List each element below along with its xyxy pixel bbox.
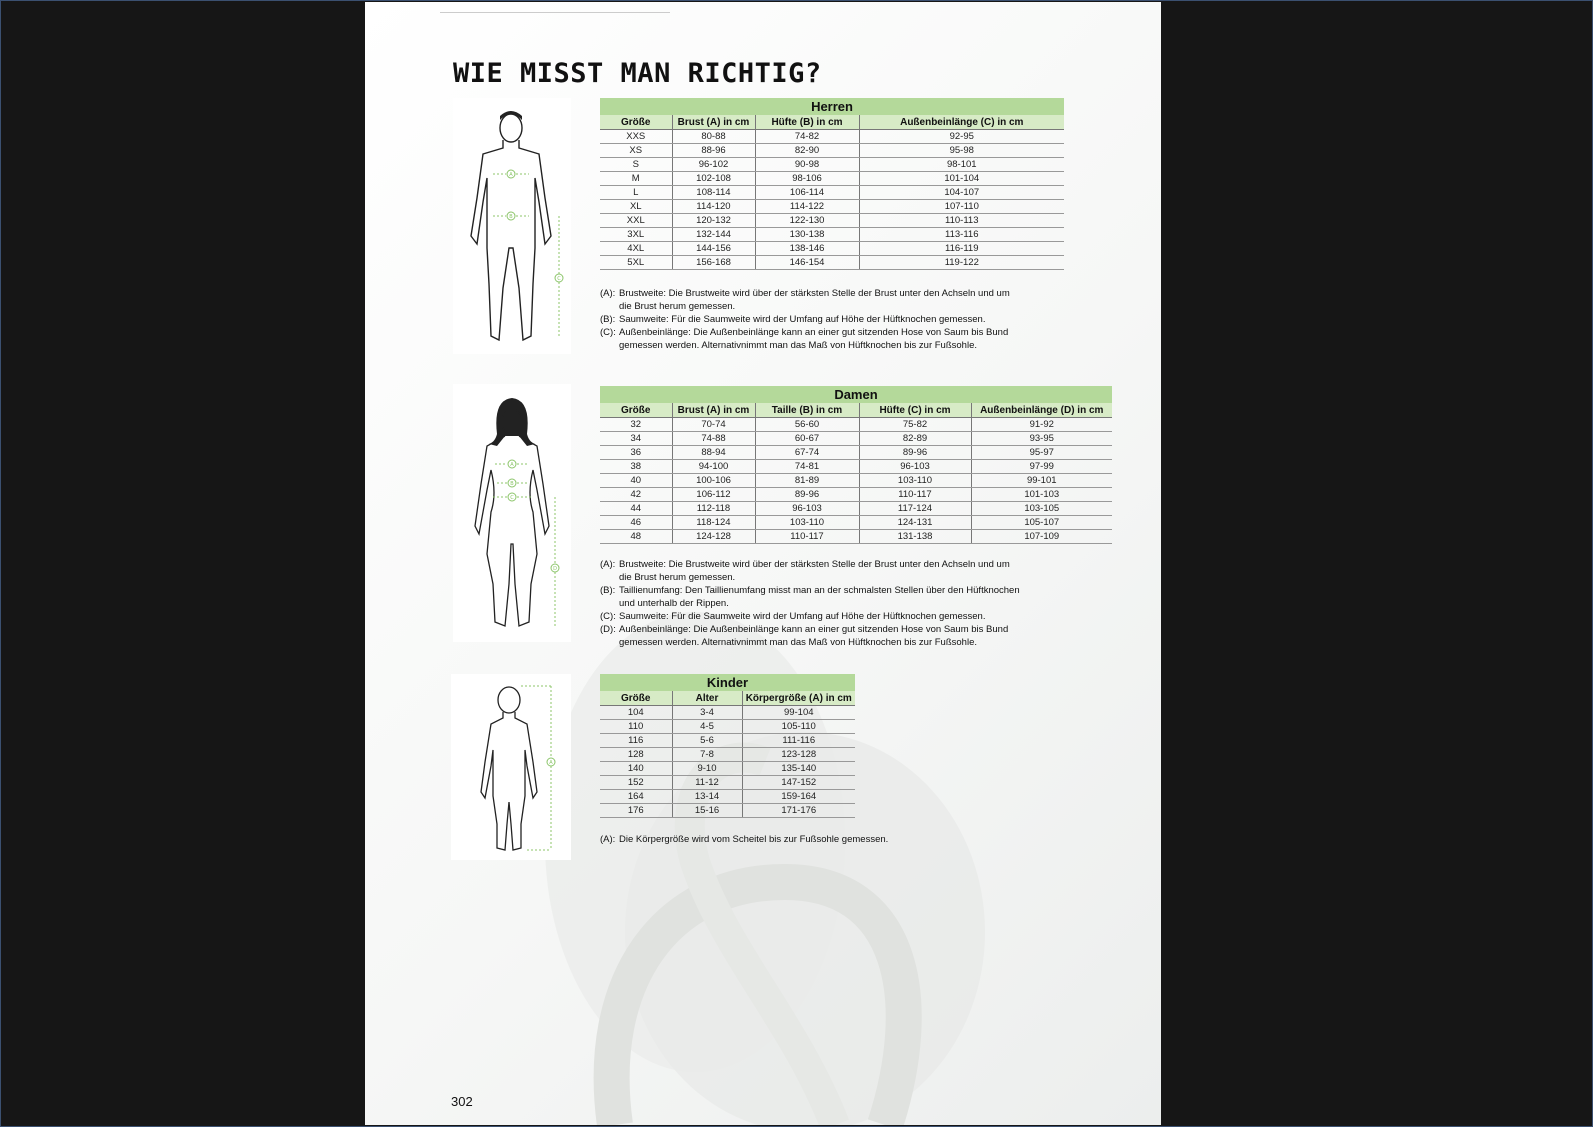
herren-measurement-notes xyxy=(600,287,1025,352)
table-cell: 98-101 xyxy=(859,158,1064,172)
table-cell: 3-4 xyxy=(672,706,742,720)
table-cell: 74-82 xyxy=(755,130,859,144)
kinder-size-table xyxy=(600,674,855,818)
note-key: (D): xyxy=(600,624,616,635)
table-cell: 93-95 xyxy=(971,432,1112,446)
table-cell: 123-128 xyxy=(742,748,855,762)
table-cell: 110-117 xyxy=(859,488,971,502)
note-item xyxy=(600,287,1025,313)
table-row xyxy=(600,460,1112,474)
table-cell: 75-82 xyxy=(859,418,971,432)
table-cell: 42 xyxy=(600,488,672,502)
document-page[interactable] xyxy=(365,2,1161,1125)
table-row xyxy=(600,488,1112,502)
table-cell: 101-104 xyxy=(859,172,1064,186)
table-row xyxy=(600,214,1064,228)
column-header-row xyxy=(600,115,1064,130)
table-cell: 116 xyxy=(600,734,672,748)
table-row xyxy=(600,762,855,776)
table-cell: 82-90 xyxy=(755,144,859,158)
table-cell: 56-60 xyxy=(755,418,859,432)
table-row xyxy=(600,804,855,818)
table-cell: 48 xyxy=(600,530,672,544)
table-row xyxy=(600,720,855,734)
table-cell: 112-118 xyxy=(672,502,755,516)
table-cell: 99-104 xyxy=(742,706,855,720)
table-cell: 95-97 xyxy=(971,446,1112,460)
table-cell: XL xyxy=(600,200,672,214)
table-cell: 82-89 xyxy=(859,432,971,446)
table-row xyxy=(600,474,1112,488)
table-cell: 144-156 xyxy=(672,242,755,256)
note-item xyxy=(600,326,1025,352)
table-cell: 89-96 xyxy=(859,446,971,460)
column-header: Größe xyxy=(600,691,672,706)
table-cell: 152 xyxy=(600,776,672,790)
table-row xyxy=(600,734,855,748)
table-cell: 80-88 xyxy=(672,130,755,144)
table-cell: 107-109 xyxy=(971,530,1112,544)
table-cell: 97-99 xyxy=(971,460,1112,474)
table-cell: 92-95 xyxy=(859,130,1064,144)
table-cell: 90-98 xyxy=(755,158,859,172)
table-cell: 135-140 xyxy=(742,762,855,776)
note-key: (A): xyxy=(600,288,616,299)
note-item xyxy=(600,623,1025,649)
table-row xyxy=(600,242,1064,256)
note-text: Saumweite: Für die Saumweite wird der Umfang auf Höhe der Hüftknochen gemessen. xyxy=(619,611,986,622)
column-header: Taille (B) in cm xyxy=(755,403,859,418)
table-cell: 110-117 xyxy=(755,530,859,544)
table-cell: 118-124 xyxy=(672,516,755,530)
table-cell: 120-132 xyxy=(672,214,755,228)
table-row xyxy=(600,256,1064,270)
note-text: Außenbeinlänge: Die Außenbeinlänge kann an einer gut sitzenden Hose von Saum bis Bund gemessen werden. Alternativnimmt man das Maß von Hüftknochen bis zur Fußsohle. xyxy=(619,624,1009,648)
table-cell: XXS xyxy=(600,130,672,144)
note-item xyxy=(600,584,1025,610)
table-cell: 108-114 xyxy=(672,186,755,200)
table-cell: 81-89 xyxy=(755,474,859,488)
table-cell: 114-120 xyxy=(672,200,755,214)
table-cell: 103-105 xyxy=(971,502,1112,516)
table-cell: 110-113 xyxy=(859,214,1064,228)
table-cell: 3XL xyxy=(600,228,672,242)
table-row xyxy=(600,776,855,790)
table-cell: 132-144 xyxy=(672,228,755,242)
table-cell: 100-106 xyxy=(672,474,755,488)
column-header: Brust (A) in cm xyxy=(672,403,755,418)
note-item xyxy=(600,833,1025,846)
figure-marker-d: D xyxy=(553,566,557,572)
table-cell: 105-110 xyxy=(742,720,855,734)
table-cell: 74-88 xyxy=(672,432,755,446)
table-row xyxy=(600,432,1112,446)
figure-marker-c: C xyxy=(510,495,514,501)
table-title: Herren xyxy=(600,98,1064,115)
table-cell: 89-96 xyxy=(755,488,859,502)
table-cell: 159-164 xyxy=(742,790,855,804)
table-cell: 131-138 xyxy=(859,530,971,544)
table-title: Kinder xyxy=(600,674,855,691)
table-row xyxy=(600,418,1112,432)
damen-size-table xyxy=(600,386,1112,544)
note-text: Taillienumfang: Den Taillienumfang misst man an der schmalsten Stellen über den Hüftknochen und unterhalb der Rippen. xyxy=(619,585,1020,609)
figure-marker-a: A xyxy=(549,760,553,766)
table-cell: 94-100 xyxy=(672,460,755,474)
note-item xyxy=(600,558,1025,584)
table-cell: 128 xyxy=(600,748,672,762)
table-cell: 36 xyxy=(600,446,672,460)
table-cell: 147-152 xyxy=(742,776,855,790)
table-cell: 106-112 xyxy=(672,488,755,502)
figure-marker-c: C xyxy=(557,276,561,282)
table-cell: 96-102 xyxy=(672,158,755,172)
column-header: Hüfte (C) in cm xyxy=(859,403,971,418)
figure-marker-a: A xyxy=(509,172,513,178)
column-header: Außenbeinlänge (D) in cm xyxy=(971,403,1112,418)
column-header: Größe xyxy=(600,403,672,418)
table-row xyxy=(600,516,1112,530)
table-cell: 38 xyxy=(600,460,672,474)
note-text: Brustweite: Die Brustweite wird über der stärksten Stelle der Brust unter den Achseln und um die Brust herum gemessen. xyxy=(619,288,1010,312)
header-rule xyxy=(440,12,670,13)
column-header: Körpergröße (A) in cm xyxy=(742,691,855,706)
table-cell: 122-130 xyxy=(755,214,859,228)
table-cell: 60-67 xyxy=(755,432,859,446)
table-cell: 117-124 xyxy=(859,502,971,516)
table-cell: XS xyxy=(600,144,672,158)
table-cell: 105-107 xyxy=(971,516,1112,530)
column-header: Größe xyxy=(600,115,672,130)
table-cell: 171-176 xyxy=(742,804,855,818)
damen-measurement-notes xyxy=(600,558,1025,649)
note-key: (C): xyxy=(600,327,616,338)
table-cell: 103-110 xyxy=(755,516,859,530)
note-text: Saumweite: Für die Saumweite wird der Umfang auf Höhe der Hüftknochen gemessen. xyxy=(619,314,986,325)
table-cell: 13-14 xyxy=(672,790,742,804)
table-row xyxy=(600,446,1112,460)
table-cell: L xyxy=(600,186,672,200)
table-cell: 5XL xyxy=(600,256,672,270)
table-cell: 103-110 xyxy=(859,474,971,488)
figure-marker-b: B xyxy=(510,481,514,487)
column-header: Brust (A) in cm xyxy=(672,115,755,130)
note-key: (B): xyxy=(600,314,616,325)
figure-marker-a: A xyxy=(510,462,514,468)
table-cell: 164 xyxy=(600,790,672,804)
note-key: (A): xyxy=(600,834,616,845)
column-header: Alter xyxy=(672,691,742,706)
table-cell: 15-16 xyxy=(672,804,742,818)
page-number: 302 xyxy=(451,1094,473,1109)
table-row xyxy=(600,748,855,762)
table-row xyxy=(600,172,1064,186)
table-cell: 9-10 xyxy=(672,762,742,776)
note-item xyxy=(600,610,1025,623)
table-cell: 156-168 xyxy=(672,256,755,270)
table-cell: 96-103 xyxy=(859,460,971,474)
table-cell: XXL xyxy=(600,214,672,228)
table-cell: 140 xyxy=(600,762,672,776)
table-cell: 32 xyxy=(600,418,672,432)
table-cell: 119-122 xyxy=(859,256,1064,270)
table-row xyxy=(600,530,1112,544)
table-cell: 106-114 xyxy=(755,186,859,200)
table-row xyxy=(600,186,1064,200)
table-cell: 40 xyxy=(600,474,672,488)
table-row xyxy=(600,200,1064,214)
table-cell: 95-98 xyxy=(859,144,1064,158)
table-cell: 176 xyxy=(600,804,672,818)
column-header: Außenbeinlänge (C) in cm xyxy=(859,115,1064,130)
male-body-figure xyxy=(453,98,571,354)
table-cell: 5-6 xyxy=(672,734,742,748)
table-cell: 70-74 xyxy=(672,418,755,432)
kinder-measurement-notes xyxy=(600,833,1025,846)
table-cell: 130-138 xyxy=(755,228,859,242)
table-row xyxy=(600,144,1064,158)
table-cell: 110 xyxy=(600,720,672,734)
table-cell: 88-94 xyxy=(672,446,755,460)
figure-marker-b: B xyxy=(509,214,513,220)
table-cell: 7-8 xyxy=(672,748,742,762)
table-cell: 111-116 xyxy=(742,734,855,748)
table-row xyxy=(600,706,855,720)
page-title: WIE MISST MAN RICHTIG? xyxy=(453,58,822,89)
table-cell: M xyxy=(600,172,672,186)
table-cell: 107-110 xyxy=(859,200,1064,214)
table-row xyxy=(600,130,1064,144)
table-cell: 4-5 xyxy=(672,720,742,734)
table-cell: 88-96 xyxy=(672,144,755,158)
table-cell: 34 xyxy=(600,432,672,446)
table-cell: 4XL xyxy=(600,242,672,256)
note-key: (B): xyxy=(600,585,616,596)
table-row xyxy=(600,502,1112,516)
table-cell: 138-146 xyxy=(755,242,859,256)
table-cell: 46 xyxy=(600,516,672,530)
table-cell: 98-106 xyxy=(755,172,859,186)
note-text: Brustweite: Die Brustweite wird über der stärksten Stelle der Brust unter den Achseln und um die Brust herum gemessen. xyxy=(619,559,1010,583)
column-header: Hüfte (B) in cm xyxy=(755,115,859,130)
table-row xyxy=(600,790,855,804)
table-cell: 96-103 xyxy=(755,502,859,516)
table-cell: 99-101 xyxy=(971,474,1112,488)
herren-size-table xyxy=(600,98,1064,270)
table-cell: S xyxy=(600,158,672,172)
table-cell: 101-103 xyxy=(971,488,1112,502)
table-row xyxy=(600,228,1064,242)
note-key: (A): xyxy=(600,559,616,570)
column-header-row xyxy=(600,691,855,706)
note-text: Die Körpergröße wird vom Scheitel bis zur Fußsohle gemessen. xyxy=(619,834,889,845)
table-cell: 124-128 xyxy=(672,530,755,544)
note-text: Außenbeinlänge: Die Außenbeinlänge kann an einer gut sitzenden Hose von Saum bis Bund gemessen werden. Alternativnimmt man das Maß von Hüftknochen bis zur Fußsohle. xyxy=(619,327,1009,351)
table-cell: 113-116 xyxy=(859,228,1064,242)
table-cell: 114-122 xyxy=(755,200,859,214)
table-row xyxy=(600,158,1064,172)
table-cell: 124-131 xyxy=(859,516,971,530)
column-header-row xyxy=(600,403,1112,418)
note-key: (C): xyxy=(600,611,616,622)
table-cell: 102-108 xyxy=(672,172,755,186)
table-cell: 146-154 xyxy=(755,256,859,270)
female-body-figure xyxy=(453,384,571,642)
table-cell: 116-119 xyxy=(859,242,1064,256)
table-cell: 74-81 xyxy=(755,460,859,474)
child-body-figure xyxy=(451,674,571,860)
table-cell: 44 xyxy=(600,502,672,516)
table-cell: 11-12 xyxy=(672,776,742,790)
table-title: Damen xyxy=(600,386,1112,403)
note-item xyxy=(600,313,1025,326)
table-cell: 91-92 xyxy=(971,418,1112,432)
table-cell: 104 xyxy=(600,706,672,720)
table-cell: 67-74 xyxy=(755,446,859,460)
table-cell: 104-107 xyxy=(859,186,1064,200)
